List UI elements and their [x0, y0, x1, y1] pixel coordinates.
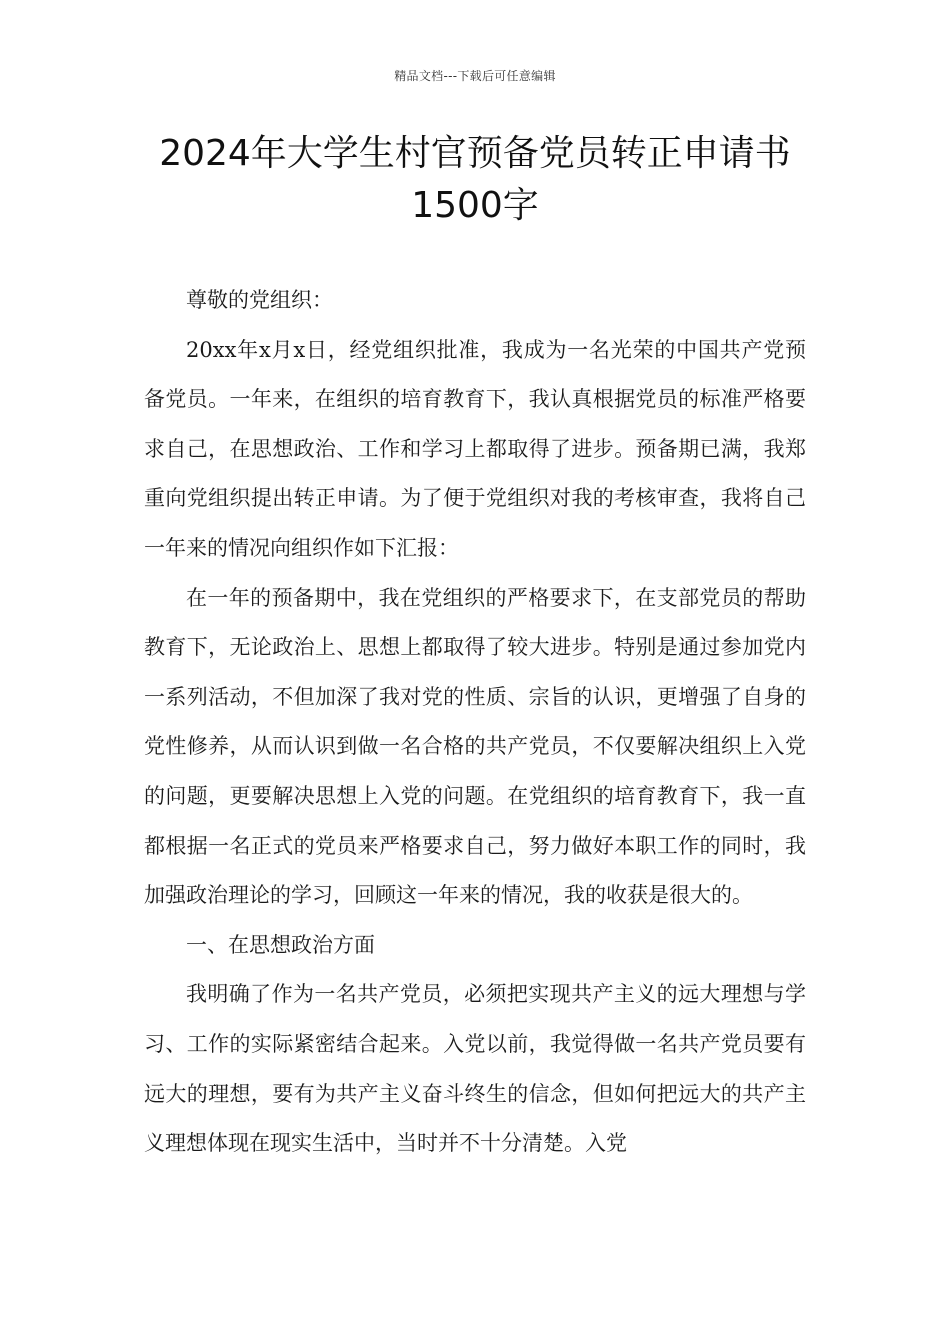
- body-paragraph: 在一年的预备期中，我在党组织的严格要求下，在支部党员的帮助教育下，无论政治上、思想上都取得了较大进步。特别是通过参加党内一系列活动，不但加深了我对党的性质、宗旨的认识，更增强了自身的党性修养，从而认识到做一名合格的共产党员，不仅要解决组织上入党的问题，更要解决思想上入党的问题。在党组织的培育教育下，我一直都根据一名正式的党员来严格要求自己，努力做好本职工作的同时，我加强政治理论的学习，回顾这一年来的情况，我的收获是很大的。: [144, 585, 806, 908]
- header-note: 精品文档---下载后可任意编辑: [394, 69, 556, 83]
- document-title: 2024年大学生村官预备党员转正申请书1500字: [159, 133, 791, 226]
- section-heading: 一、在思想政治方面: [186, 932, 375, 957]
- salutation: 尊敬的党组织：: [186, 288, 333, 312]
- body-paragraph: 20xx年x月x日，经党组织批准，我成为一名光荣的中国共产党预备党员。一年来，在组织的培育教育下，我认真根据党员的标准严格要求自己，在思想政治、工作和学习上都取得了进步。预备期已满，我郑重向党组织提出转正申请。为了便于党组织对我的考核审查，我将自己一年来的情况向组织作如下汇报：: [144, 337, 806, 560]
- body-paragraph: 我明确了作为一名共产党员，必须把实现共产主义的远大理想与学习、工作的实际紧密结合起来。入党以前，我觉得做一名共产党员要有远大的理想，要有为共产主义奋斗终生的信念，但如何把远大的共产主义理想体现在现实生活中，当时并不十分清楚。入党: [144, 982, 806, 1156]
- document-body: [144, 276, 806, 1169]
